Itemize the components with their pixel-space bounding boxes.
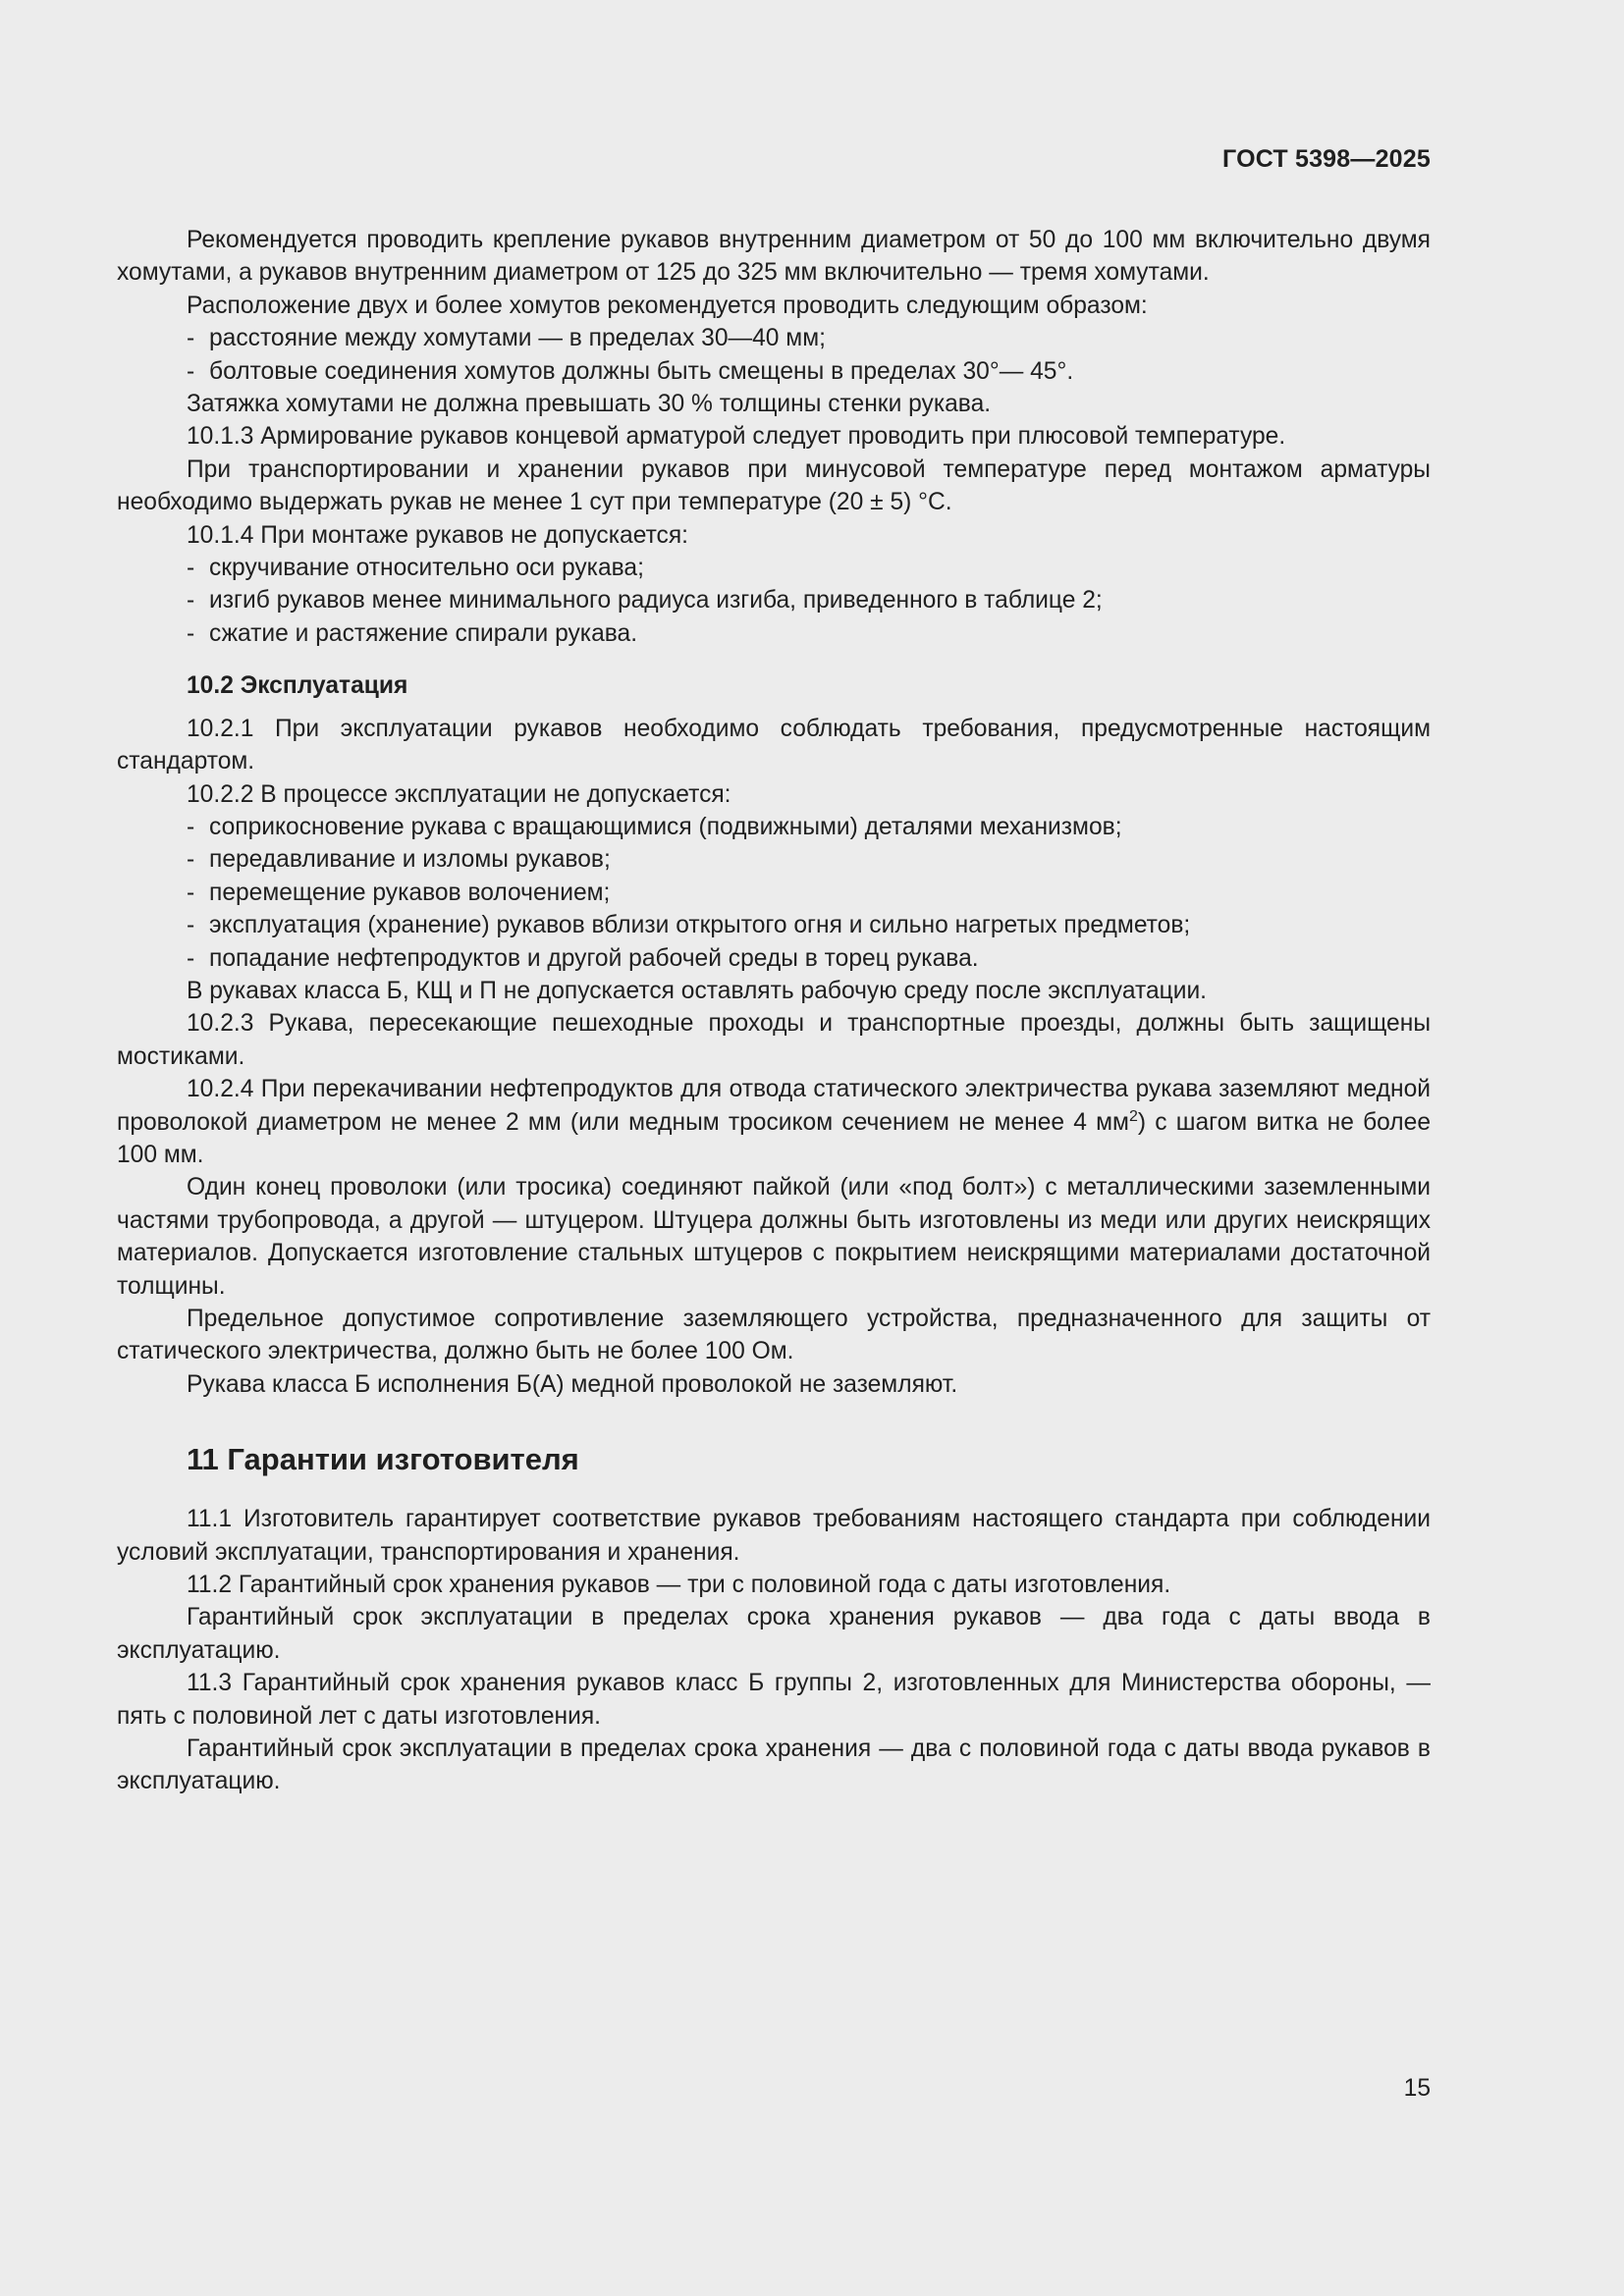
paragraph: 11.1 Изготовитель гарантирует соответствие рукавов требованиям настоящего стандарта при соблюдении условий эксплуатации, транспортирования и хранения. [117,1506,1431,1566]
list-dash-marker: - [187,587,195,614]
list-dash-marker: - [187,912,195,939]
list-item-text: эксплуатация (хранение) рукавов вблизи открытого огня и сильно нагретых предметов; [209,912,1191,939]
paragraph: 11.3 Гарантийный срок хранения рукавов класс Б группы 2, изготовленных для Министерства обороны, — пять с половиной лет с даты изготовления. [117,1670,1431,1730]
document-body [117,224,1431,1798]
paragraph: Расположение двух и более хомутов рекомендуется проводить следующим образом: [187,292,1148,319]
paragraph: В рукавах класса Б, КЩ и П не допускается оставлять рабочую среду после эксплуатации. [187,977,1208,1004]
paragraph: 11.2 Гарантийный срок хранения рукавов — три с половиной года с даты изготовления. [187,1572,1171,1599]
paragraph: 10.1.3 Армирование рукавов концевой арматурой следует проводить при плюсовой температуре. [187,423,1286,451]
list-dash-marker: - [187,846,195,874]
paragraph: Предельное допустимое сопротивление заземляющего устройства, предназначенного для защиты от статического электричества, должно быть не более 100 Ом. [117,1306,1431,1365]
list-item-text: соприкосновение рукава с вращающимися (подвижными) деталями механизмов; [209,813,1122,840]
list-item [117,909,1431,941]
list-dash-marker: - [187,879,195,906]
paragraph: Рукава класса Б исполнения Б(А) медной проволокой не заземляют. [187,1370,958,1398]
list-dash-marker: - [187,555,195,582]
list-item-text: сжатие и растяжение спирали рукава. [209,619,638,647]
list-item-text: передавливание и изломы рукавов; [209,846,611,874]
paragraph: Рекомендуется проводить крепление рукавов внутренним диаметром от 50 до 100 мм включительно двумя хомутами, а рукавов внутренним диаметром от 125 до 325 мм включительно — тремя хомутами. [117,227,1431,287]
list-item [117,942,1431,975]
list-item-text: расстояние между хомутами — в пределах 30—40 мм; [209,325,826,352]
list-item [117,322,1431,354]
section-heading: 11 Гарантии изготовителя [187,1442,579,1477]
subsection-heading: 10.2 Эксплуатация [187,672,408,700]
paragraph-text: ) с шагом витка не более 100 мм. [117,1108,1431,1168]
paragraph: 10.2.3 Рукава, пересекающие пешеходные проходы и транспортные проезды, должны быть защищены мостиками. [117,1010,1431,1070]
list-item-text: попадание нефтепродуктов и другой рабочей среды в торец рукава. [209,944,979,972]
list-item [117,811,1431,843]
list-item [117,843,1431,876]
superscript: 2 [1128,1107,1138,1125]
paragraph: 10.2.2 В процессе эксплуатации не допускается: [187,780,731,808]
list-item [117,552,1431,584]
list-item-text: болтовые соединения хомутов должны быть смещены в пределах 30°— 45°. [209,357,1074,385]
list-dash-marker: - [187,813,195,840]
list-dash-marker: - [187,325,195,352]
paragraph: Один конец проволоки (или тросика) соединяют пайкой (или «под болт») с металлическими заземленными частями трубопровода, а другой — штуцером. Штуцера должны быть изготовлены из меди или других неискрящих материалов. Допускается изготовление стальных штуцеров с покрытием неискрящими материалами достаточной толщины. [117,1174,1431,1300]
paragraph: Гарантийный срок эксплуатации в пределах срока хранения рукавов — два года с даты ввода в эксплуатацию. [117,1604,1431,1664]
paragraph: 10.1.4 При монтаже рукавов не допускается: [187,521,689,549]
list-dash-marker: - [187,619,195,647]
list-item [117,584,1431,616]
list-item-text: скручивание относительно оси рукава; [209,555,644,582]
list-dash-marker: - [187,944,195,972]
paragraph: 10.2.1 При эксплуатации рукавов необходимо соблюдать требования, предусмотренные настоящим стандартом. [117,715,1431,775]
paragraph: Гарантийный срок эксплуатации в пределах срока хранения — два с половиной года с даты ввода рукавов в эксплуатацию. [117,1735,1431,1795]
list-item-text: перемещение рукавов волочением; [209,879,611,906]
list-item [117,617,1431,650]
page-number: 15 [1403,2075,1431,2102]
list-item [117,355,1431,388]
list-dash-marker: - [187,357,195,385]
list-item-text: изгиб рукавов менее минимального радиуса изгиба, приведенного в таблице 2; [209,587,1103,614]
list-item [117,877,1431,909]
running-header-doc-id: ГОСТ 5398—2025 [1222,145,1431,173]
paragraph-text: 10.2.4 При перекачивании нефтепродуктов для отвода статического электричества рукава заземляют медной проволокой диаметром не менее 2 мм (или медным тросиком сечением не менее 4 мм [117,1076,1431,1136]
paragraph: При транспортировании и хранении рукавов при минусовой температуре перед монтажом арматуры необходимо выдержать рукав не менее 1 сут при температуре (20 ± 5) °С. [117,455,1431,516]
paragraph: Затяжка хомутами не должна превышать 30 % толщины стенки рукава. [187,391,992,418]
paragraph [117,1073,1431,1171]
